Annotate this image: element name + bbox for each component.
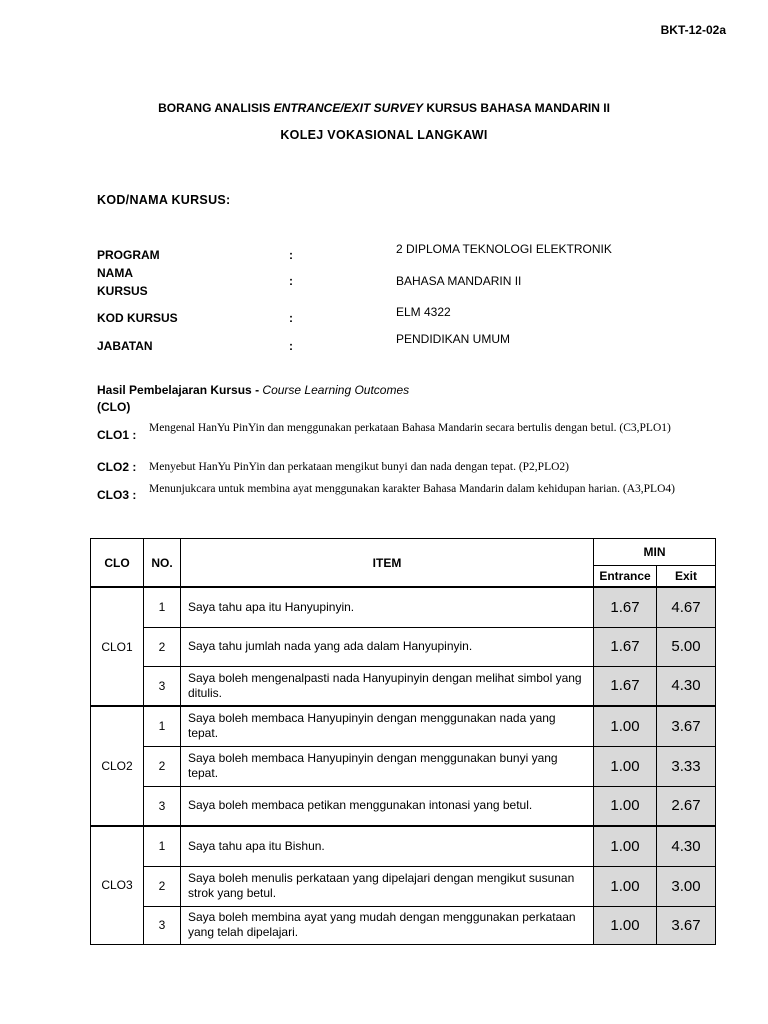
clo-heading-text: Hasil Pembelajaran Kursus - [97, 383, 263, 397]
course-code-label: KOD KURSUS [97, 311, 178, 325]
department-value: PENDIDIKAN UMUM [396, 332, 511, 346]
entrance-mean: 1.67 [594, 587, 657, 627]
clo2-label: CLO2 : [97, 460, 137, 474]
clo2-description: Menyebut HanYu PinYin dan perkataan mengikut bunyi dan nada dengan tepat. (P2,PLO2) [149, 461, 569, 473]
clo-heading [97, 382, 409, 416]
item-text: Saya boleh membaca Hanyupinyin dengan menggunakan nada yang tepat. [181, 706, 594, 746]
exit-mean: 3.67 [657, 706, 716, 746]
exit-mean: 4.30 [657, 826, 716, 866]
clo-heading-abbr: (CLO) [97, 400, 131, 414]
header-entrance: Entrance [594, 566, 657, 588]
document-reference-code: BKT-12-02a [660, 23, 726, 37]
department-colon: : [289, 339, 293, 353]
course-name-colon: : [289, 274, 293, 288]
exit-mean: 3.00 [657, 866, 716, 906]
survey-analysis-table [90, 538, 716, 945]
program-colon: : [289, 248, 293, 262]
item-text: Saya boleh menulis perkataan yang dipelajari dengan mengikut susunan strok yang betul. [181, 866, 594, 906]
institution-name: KOLEJ VOKASIONAL LANGKAWI [280, 128, 488, 142]
table-row [91, 627, 716, 666]
header-no: NO. [144, 539, 181, 588]
clo1-description: Mengenal HanYu PinYin dan menggunakan perkataan Bahasa Mandarin secara bertulis dengan betul. (C3,PLO1) [149, 422, 671, 434]
program-value: 2 DIPLOMA TEKNOLOGI ELEKTRONIK [396, 242, 612, 256]
course-code-colon: : [289, 311, 293, 325]
program-label: PROGRAM [97, 248, 160, 262]
item-text: Saya boleh membina ayat yang mudah dengan menggunakan perkataan yang telah dipelajari. [181, 906, 594, 944]
table-row [91, 906, 716, 944]
clo-heading-italic: Course Learning Outcomes [262, 383, 410, 397]
header-clo: CLO [91, 539, 144, 588]
item-text: Saya tahu apa itu Bishun. [181, 826, 594, 866]
item-text: Saya boleh membaca Hanyupinyin dengan menggunakan bunyi yang tepat. [181, 746, 594, 786]
table-row [91, 587, 716, 627]
entrance-mean: 1.00 [594, 826, 657, 866]
table-row [91, 746, 716, 786]
header-min: MIN [594, 539, 716, 566]
clo3-label: CLO3 : [97, 488, 137, 502]
course-name-value: BAHASA MANDARIN II [396, 274, 522, 288]
clo1-label: CLO1 : [97, 428, 137, 442]
entrance-mean: 1.00 [594, 866, 657, 906]
form-title-italic: ENTRANCE/EXIT SURVEY [273, 101, 424, 115]
table-row [91, 826, 716, 866]
form-title [0, 101, 768, 115]
entrance-mean: 1.67 [594, 666, 657, 706]
row-number: 1 [144, 706, 181, 746]
exit-mean: 2.67 [657, 786, 716, 826]
clo-group-cell: CLO3 [91, 826, 144, 944]
table-row [91, 786, 716, 826]
table-row [91, 866, 716, 906]
row-number: 1 [144, 826, 181, 866]
row-number: 2 [144, 866, 181, 906]
exit-mean: 3.33 [657, 746, 716, 786]
entrance-mean: 1.00 [594, 746, 657, 786]
item-text: Saya boleh membaca petikan menggunakan intonasi yang betul. [181, 786, 594, 826]
entrance-mean: 1.00 [594, 906, 657, 944]
row-number: 2 [144, 627, 181, 666]
header-item: ITEM [181, 539, 594, 588]
row-number: 3 [144, 786, 181, 826]
row-number: 3 [144, 906, 181, 944]
entrance-mean: 1.67 [594, 627, 657, 666]
form-title-part1: BORANG ANALISIS [158, 101, 274, 115]
course-code-value: ELM 4322 [396, 305, 451, 319]
course-code-name-label: KOD/NAMA KURSUS: [97, 193, 231, 207]
header-exit: Exit [657, 566, 716, 588]
row-number: 1 [144, 587, 181, 627]
table-row [91, 706, 716, 746]
row-number: 2 [144, 746, 181, 786]
clo-group-cell: CLO1 [91, 587, 144, 706]
clo-group-cell: CLO2 [91, 706, 144, 826]
exit-mean: 3.67 [657, 906, 716, 944]
entrance-mean: 1.00 [594, 786, 657, 826]
exit-mean: 4.30 [657, 666, 716, 706]
exit-mean: 4.67 [657, 587, 716, 627]
clo3-description: Menunjukcara untuk membina ayat menggunakan karakter Bahasa Mandarin dalam kehidupan harian. (A3,PLO4) [149, 483, 675, 495]
entrance-mean: 1.00 [594, 706, 657, 746]
item-text: Saya tahu apa itu Hanyupinyin. [181, 587, 594, 627]
form-title-part3: KURSUS BAHASA MANDARIN II [423, 101, 610, 115]
item-text: Saya tahu jumlah nada yang ada dalam Hanyupinyin. [181, 627, 594, 666]
department-label: JABATAN [97, 339, 153, 353]
course-name-label: NAMA KURSUS [97, 266, 148, 298]
exit-mean: 5.00 [657, 627, 716, 666]
table-row [91, 666, 716, 706]
item-text: Saya boleh mengenalpasti nada Hanyupinyin dengan melihat simbol yang ditulis. [181, 666, 594, 706]
row-number: 3 [144, 666, 181, 706]
